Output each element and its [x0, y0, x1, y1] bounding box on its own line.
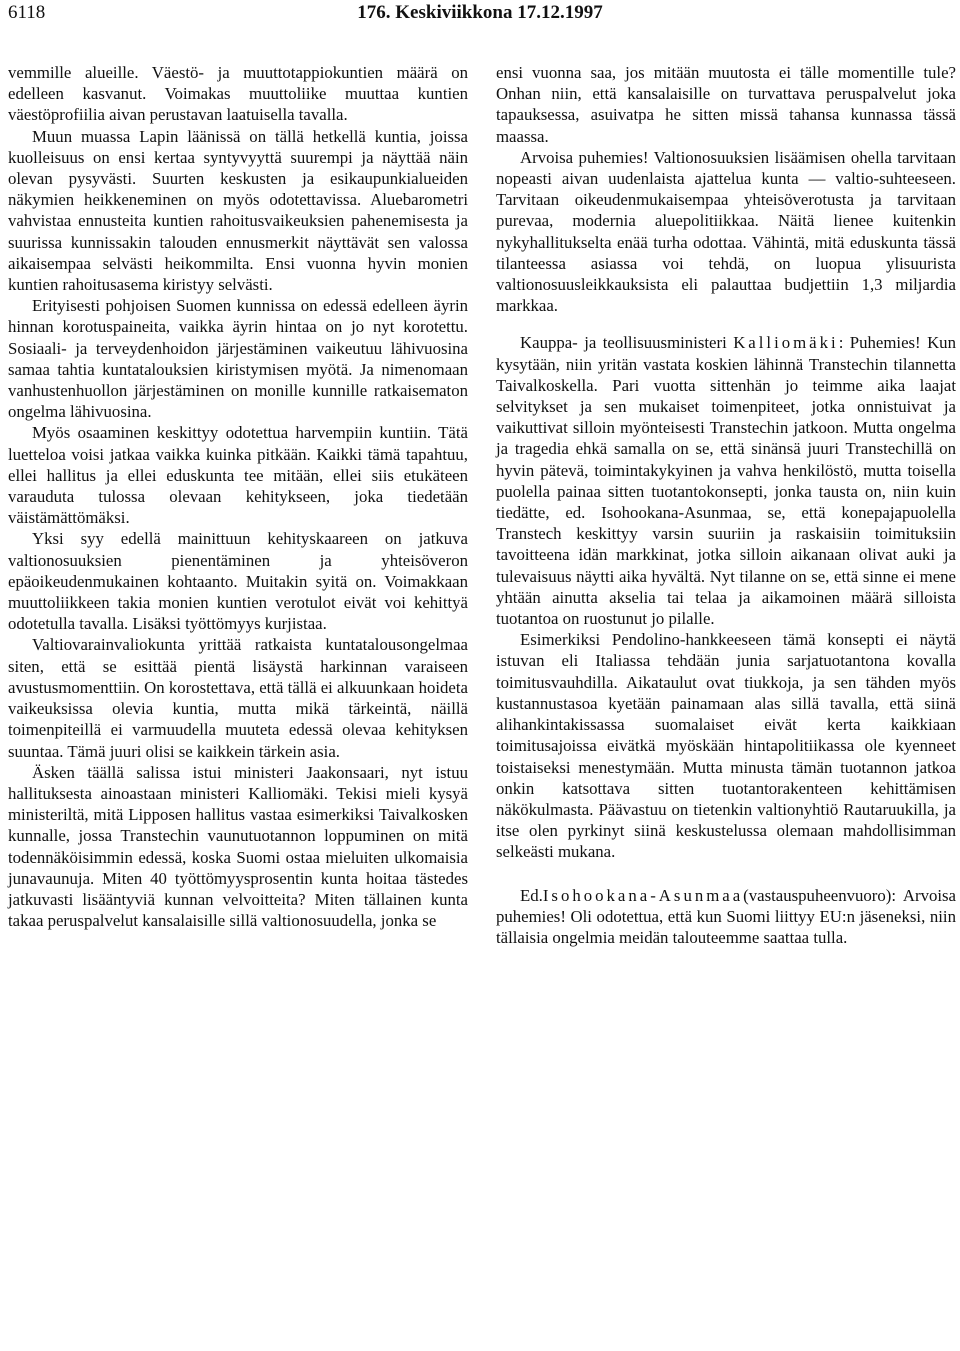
paragraph: Esimerkiksi Pendolino-hankkeeseen tämä konsepti ei näytä istuvan eli Italiassa tehdään junia sarjatuotantona kovalla toimitusvauhdilla. Aikataulut ovat tiukkoja, ja sen tähden myös kustannustasoa kyetään painamaan alas sillä tavalla, että siinä alihankintakissassa suomalaiset eivät kerta kaikkiaan toimitusajoissa eivätkä myöskään hintapolitiikassa ole kyenneet toistaiseksi menestymään. Mutta minusta tämän tuotannon jatkoa onkin katsottava sitten tuotantorakenteen kehittämisen näkökulmasta. Päävastuu on tietenkin valtionyhtiö Rautaruukilla, ja itse olen pyrkinyt siinä keskustelussa olemaan mahdollisimman selkeästi mukana.	[496, 630, 956, 862]
paragraph: Äsken täällä salissa istui ministeri Jaakonsaari, nyt istuu hallituksesta ainoastaan ministeri Kalliomäki. Tekisi mieli kysyä ministeriltä, mitä Lipposen hallitus vastaa esimerkiksi Taivalkosken kunnalle, jossa Transtechin vaunutuotannon loppuminen on mitä todennäköisimmin edessä, koska Suomi ostaa mieluiten ulkomaisia junavaunuja. Miten 40 työttömyysprosentin kunta hoitaa tästedes jatkuvasti lisääntyviä kunnan velvoitteita? Miten tällainen kunta takaa peruspalvelut kansalaisille sillä valtionosuudella, jonka se	[8, 762, 468, 931]
page-title: 176. Keskiviikkona 17.12.1997	[357, 2, 603, 23]
speaker-title: Kauppa- ja teollisuusministeri	[520, 333, 727, 353]
paragraph: ensi vuonna saa, jos mitään muutosta ei tälle momentille tule? Onhan niin, että kansalaisille on turvattava peruspalvelut joka tapauksessa, asuivatpa he sitten missä tahansa kunnassa tässä maassa.	[496, 63, 956, 146]
page-header	[8, 2, 952, 32]
paragraph: Arvoisa puhemies! Valtionosuuksien lisäämisen ohella tarvitaan nopeasti aivan uudenlaista ajattelua kunta — valtio-suhteeseen. Tarvitaan oikeudenmukaisempaa yhteisöverotusta ja tarvitaan purevaa, modernia aluepolitiikkaa. Näitä lienee kuitenkin nykyhallitukselta enää turha odottaa. Vähintä, mitä eduskunta tässä tilanteessa asiassa voi tehdä, on luopua ylisuurista valtionosuusleikkauksista eli palauttaa budjettiin 1,3 miljardia markkaa.	[496, 147, 956, 316]
paragraph: Myös osaaminen keskittyy odotettua harvempiin kuntiin. Tätä luetteloa voisi jatkaa vaikka kuinka pitkään. Kaikki tämä tapahtuu, ellei hallitus ja ellei eduskunta tee mitään, ellei siis etukäteen varauduta tulossa olevaan kehitykseen, joka tiedetään väistämättömäksi.	[8, 423, 468, 528]
speaker-name: Kalliomäki	[733, 333, 839, 353]
speech-text: : Puhemies! Kun kysytään, niin yritän vastata koskien lähinnä Transtechin tilannetta Taivalkoskella. Pari vuotta sittenhän jo teimme aika laajat selvitykset ja sen mukaiset toimenpiteet, jotka onnistuivat ja vaikuttivat silloin myönteisesti Transtechin jatkoon. Mutta ongelma ja tragedia ehkä samalla on se, että sinänsä juuri Transtechillä on hyvin pätevä, toimintakykyinen ja vahva henkilöstö, mutta toisella puolella painaa sitten tuotantokonsepti, jonka tausta on, niin kuin tiedätte, ed. Isohookana-Asunmaa, se, että konepajapuolella Transtech keskittyy varsin suuriin ja raskaisiin toimituksiin tavoitteena idän markkinat, jotka silloin aikanaan olivat auki ja tulevaisuus näytti aika hyvältä. Nyt tilanne on se, että sinne ei mene yhtään ainutta akselia tai telaa ja aikamoinen määrä silloista tuotantoa on ruostunut jo pilalle.	[496, 333, 956, 629]
paragraph: Valtiovarainvaliokunta yrittää ratkaista kuntatalousongelmaa siten, että se esittää pientä lisäystä harkinnan varaiseen avustusmomenttiin. On korostettava, että tällä ei alkuunkaan hoideta vaikeuksissa olevia kuntia, mutta mikä tärkeintä, näillä toimenpiteillä ei varmuudella muuteta edessä olevaa kehityksen suuntaa. Tämä juuri olisi se kaikkein tärkein asia.	[8, 635, 468, 761]
speaker-prefix: Ed.	[520, 885, 543, 905]
left-column	[8, 62, 468, 931]
paragraph: Muun muassa Lapin läänissä on tällä hetkellä kuntia, joissa kuolleisuus on ensi kertaa syntyvyyttä suurempi ja näyttää näin olevan pysyvästi. Suurten keskusten ja esikaupunkialueiden näkymien heikkeneminen on myös odotettavissa. Aluebarometri vahvistaa ennusteita kuntien rahoitusvaikeuksien pahenemisesta ja suurissa kunnissakin talouden ennusmerkit näyttävät sen valossa aikaisempaa selvästi heikommilta. Ensi vuonna hyvin monien kuntien rahoitusasema kiristyy selvästi.	[8, 126, 468, 295]
speaker-name: Isohookana-Asunmaa	[542, 885, 744, 905]
paragraph: Yksi syy edellä mainittuun kehityskaareen on jatkuva valtionosuuksien pienentäminen ja yhteisöveron epäoikeudenmukainen kohtaanto. Muitakin syitä on. Voimakkaan muuttoliikkeen takia monien kuntien verotulot eivät voi kehittyä odotetulla tavalla. Lisäksi työttömyys kurjistaa.	[8, 529, 468, 634]
speech-kalliomaki	[496, 332, 956, 629]
speech-isohookana-asunmaa	[496, 885, 956, 949]
page-number: 6118	[8, 2, 46, 23]
right-column	[496, 62, 956, 948]
speech-text: (vastauspuheenvuoro): Arvoisa puhemies! Oli odotettua, että kun Suomi liittyy EU:n jäseneksi, niin tällaisia ongelmia meidän talouteemme saattaa tulla.	[496, 885, 956, 947]
paragraph: Erityisesti pohjoisen Suomen kunnissa on edessä edelleen äyrin hinnan korotuspaineita, vaikka äyrin hintaa on jo nyt korotettu. Sosiaali- ja terveydenhoidon järjestäminen vaikeutuu lähivuosina samaa tahtia kuntatalouksien kiristymisen myötä. Ja nimenomaan vanhustenhuollon järjestäminen on monille kunnille ratkaisematon ongelma lähivuosina.	[8, 296, 468, 422]
paragraph: vemmille alueille. Väestö- ja muuttotappiokuntien määrä on edelleen kasvanut. Voimakas muuttoliike muuttaa kuntien väestöprofiilia aivan perustavan laatuisella tavalla.	[8, 63, 468, 125]
